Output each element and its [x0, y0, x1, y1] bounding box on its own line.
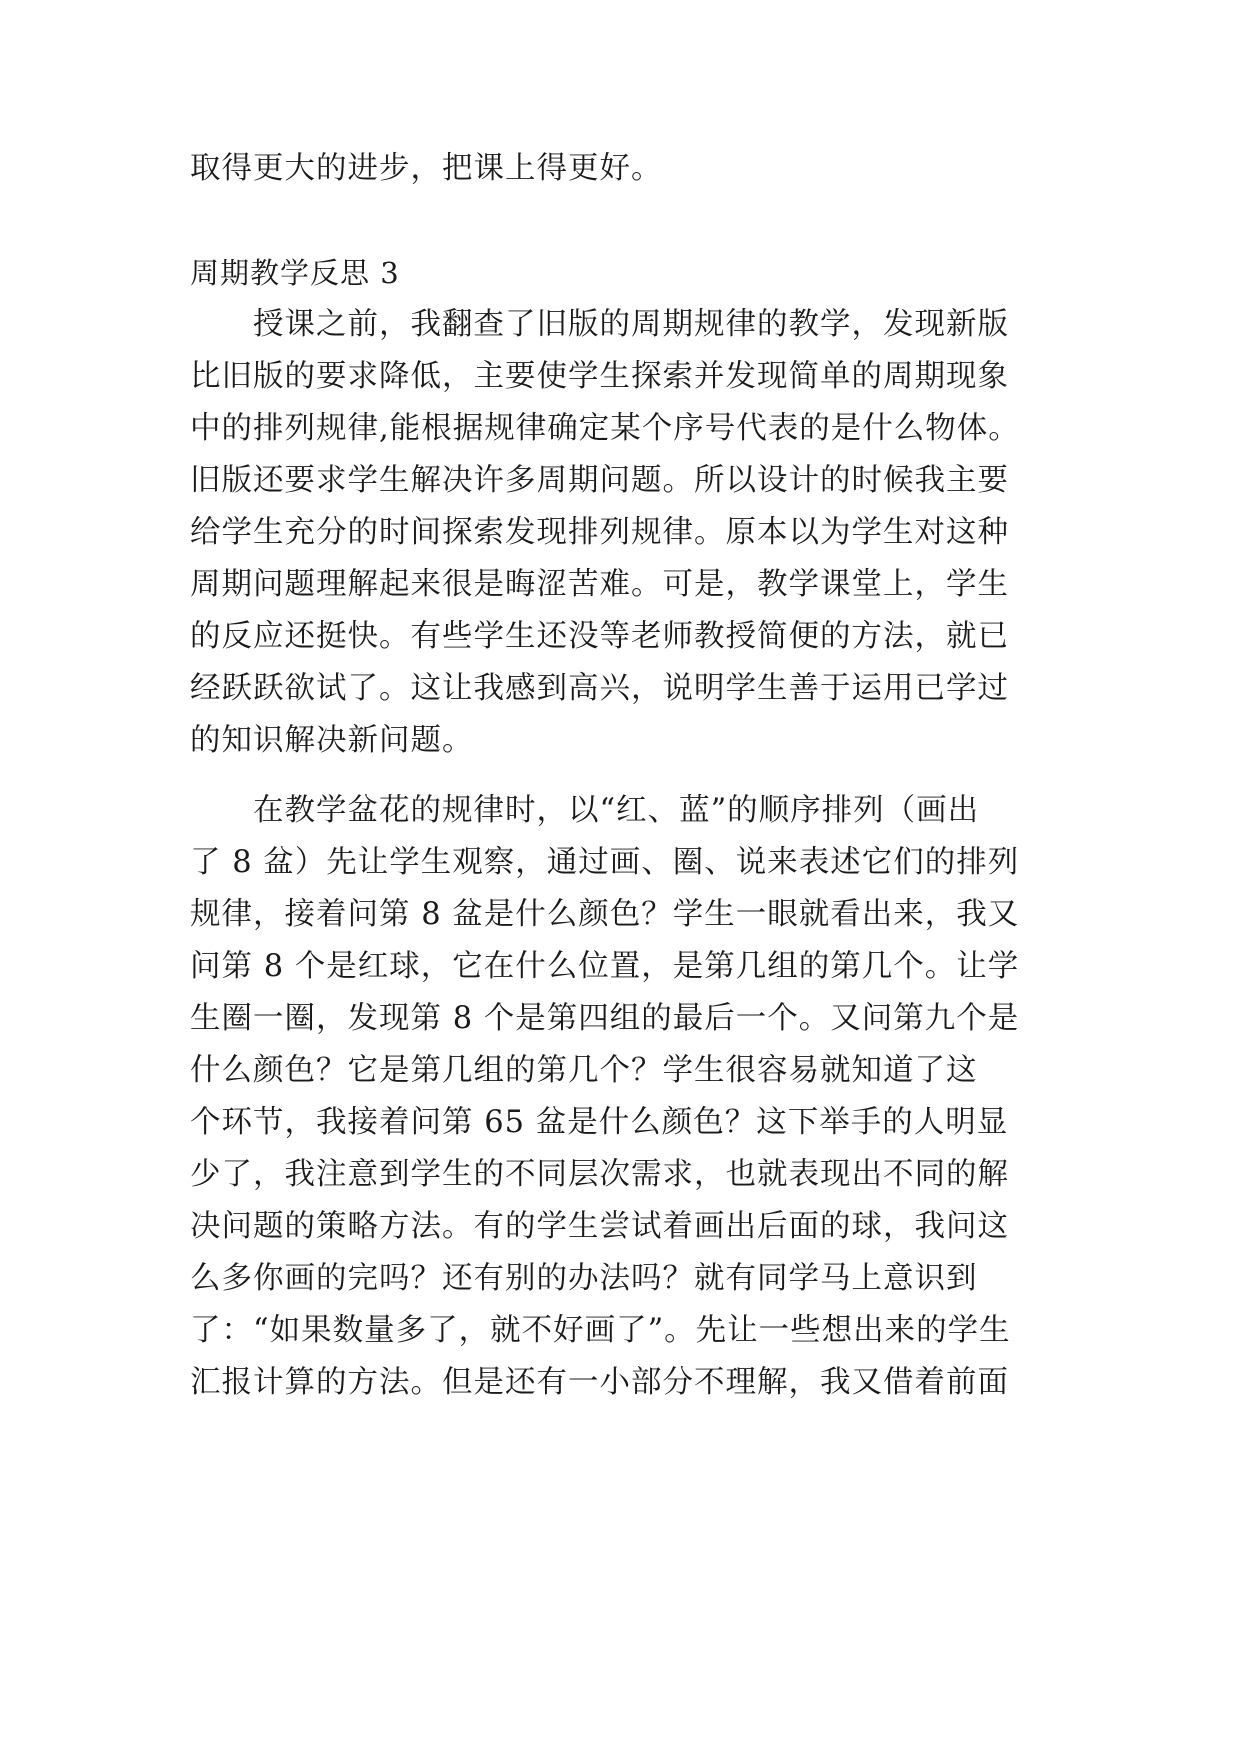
paragraph-line: 授课之前，我翻查了旧版的周期规律的教学，发现新版	[253, 307, 1009, 342]
paragraph-line: 什么颜色？它是第几组的第几个？学生很容易就知道了这	[190, 1053, 978, 1088]
paragraph-line: 了 8 盆）先让学生观察，通过画、圈、说来表述它们的排列	[190, 845, 1020, 880]
paragraph-line: 中的排列规律,能根据规律确定某个序号代表的是什么物体。	[190, 411, 1020, 446]
paragraph-line: 给学生充分的时间探索发现排列规律。原本以为学生对这种	[190, 515, 1009, 550]
paragraph-line: 问第 8 个是红球，它在什么位置，是第几组的第几个。让学	[190, 949, 1020, 984]
paragraph-line: 了：“如果数量多了，就不好画了”。先让一些想出来的学生	[190, 1313, 1011, 1348]
paragraph-line: 么多你画的完吗？还有别的办法吗？就有同学马上意识到	[190, 1261, 978, 1296]
paragraph-line: 生圈一圈，发现第 8 个是第四组的最后一个。又问第九个是	[190, 1001, 1020, 1036]
paragraph-line: 决问题的策略方法。有的学生尝试着画出后面的球，我问这	[190, 1209, 1009, 1244]
paragraph-line: 旧版还要求学生解决许多周期问题。所以设计的时候我主要	[190, 463, 1009, 498]
paragraph-line: 少了，我注意到学生的不同层次需求，也就表现出不同的解	[190, 1157, 1009, 1192]
paragraph-line: 在教学盆花的规律时，以“红、蓝”的顺序排列（画出	[253, 793, 980, 828]
paragraph-line: 经跃跃欲试了。这让我感到高兴，说明学生善于运用已学过	[190, 671, 1009, 706]
paragraph-line: 周期问题理解起来很是晦涩苦难。可是，教学课堂上，学生	[190, 567, 1009, 602]
paragraph-line: 汇报计算的方法。但是还有一小部分不理解，我又借着前面	[190, 1365, 1009, 1400]
carryover-text-line: 取得更大的进步，把课上得更好。	[190, 151, 663, 186]
paragraph-line: 的反应还挺快。有些学生还没等老师教授简便的方法，就已	[190, 619, 1009, 654]
paragraph-line: 规律，接着问第 8 盆是什么颜色？学生一眼就看出来，我又	[190, 897, 1020, 932]
paragraph-line: 个环节，我接着问第 65 盆是什么颜色？这下举手的人明显	[190, 1105, 1009, 1140]
paragraph-line: 比旧版的要求降低，主要使学生探索并发现简单的周期现象	[190, 359, 1009, 394]
paragraph-line: 的知识解决新问题。	[190, 723, 474, 758]
section-heading: 周期教学反思 3	[190, 256, 400, 290]
